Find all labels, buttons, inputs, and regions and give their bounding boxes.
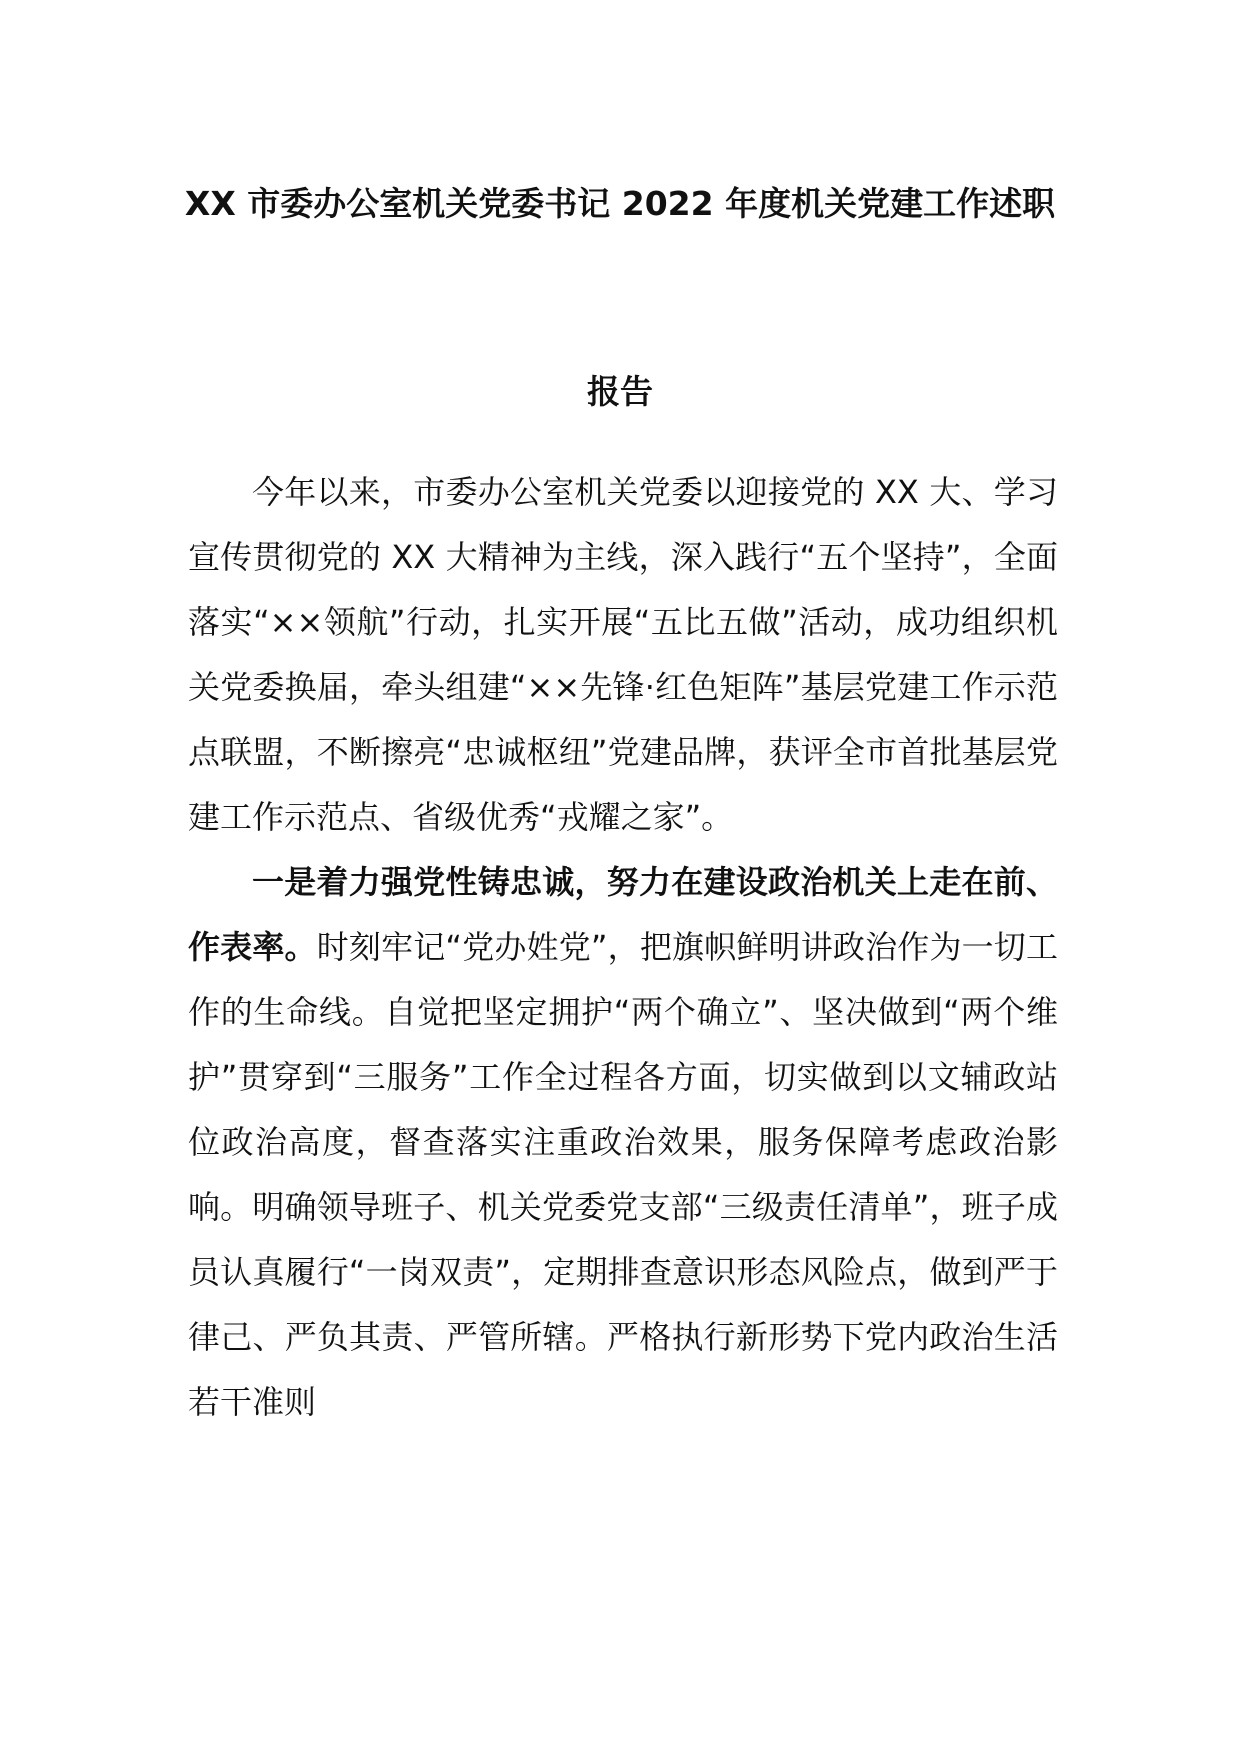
paragraph-intro (188, 460, 1058, 850)
document-title: XX 市委办公室机关党委书记 2022 年度机关党建工作述职 (184, 184, 1056, 223)
paragraph-text: 今年以来，市委办公室机关党委以迎接党的 XX 大、学习宣传贯彻党的 XX 大精神为主线，深入践行“五个坚持”，全面落实“××领航”行动，扎实开展“五比五做”活动，成功组织机关党委换届，牵头组建“××先锋·红色矩阵”基层党建工作示范点联盟，不断擦亮“忠诚枢纽”党建品牌，获评全市首批基层党建工作示范点、省级优秀“戎耀之家”。 (188, 473, 1058, 836)
document-title-continued: 报告 (587, 372, 653, 411)
paragraph-lead: 一是着力强党性铸忠诚，努力在建设政治机关上走在前、作表率。 (188, 863, 1058, 966)
document-body (188, 460, 1058, 1435)
paragraph-section-one (188, 850, 1058, 1435)
paragraph-text: 时刻牢记“党办姓党”，把旗帜鲜明讲政治作为一切工作的生命线。自觉把坚定拥护“两个确立”、坚决做到“两个维护”贯穿到“三服务”工作全过程各方面，切实做到以文辅政站位政治高度，督查落实注重政治效果，服务保障考虑政治影响。明确领导班子、机关党委党支部“三级责任清单”，班子成员认真履行“一岗双责”，定期排查意识形态风险点，做到严于律己、严负其责、严管所辖。严格执行新形势下党内政治生活若干准则 (188, 928, 1058, 1421)
